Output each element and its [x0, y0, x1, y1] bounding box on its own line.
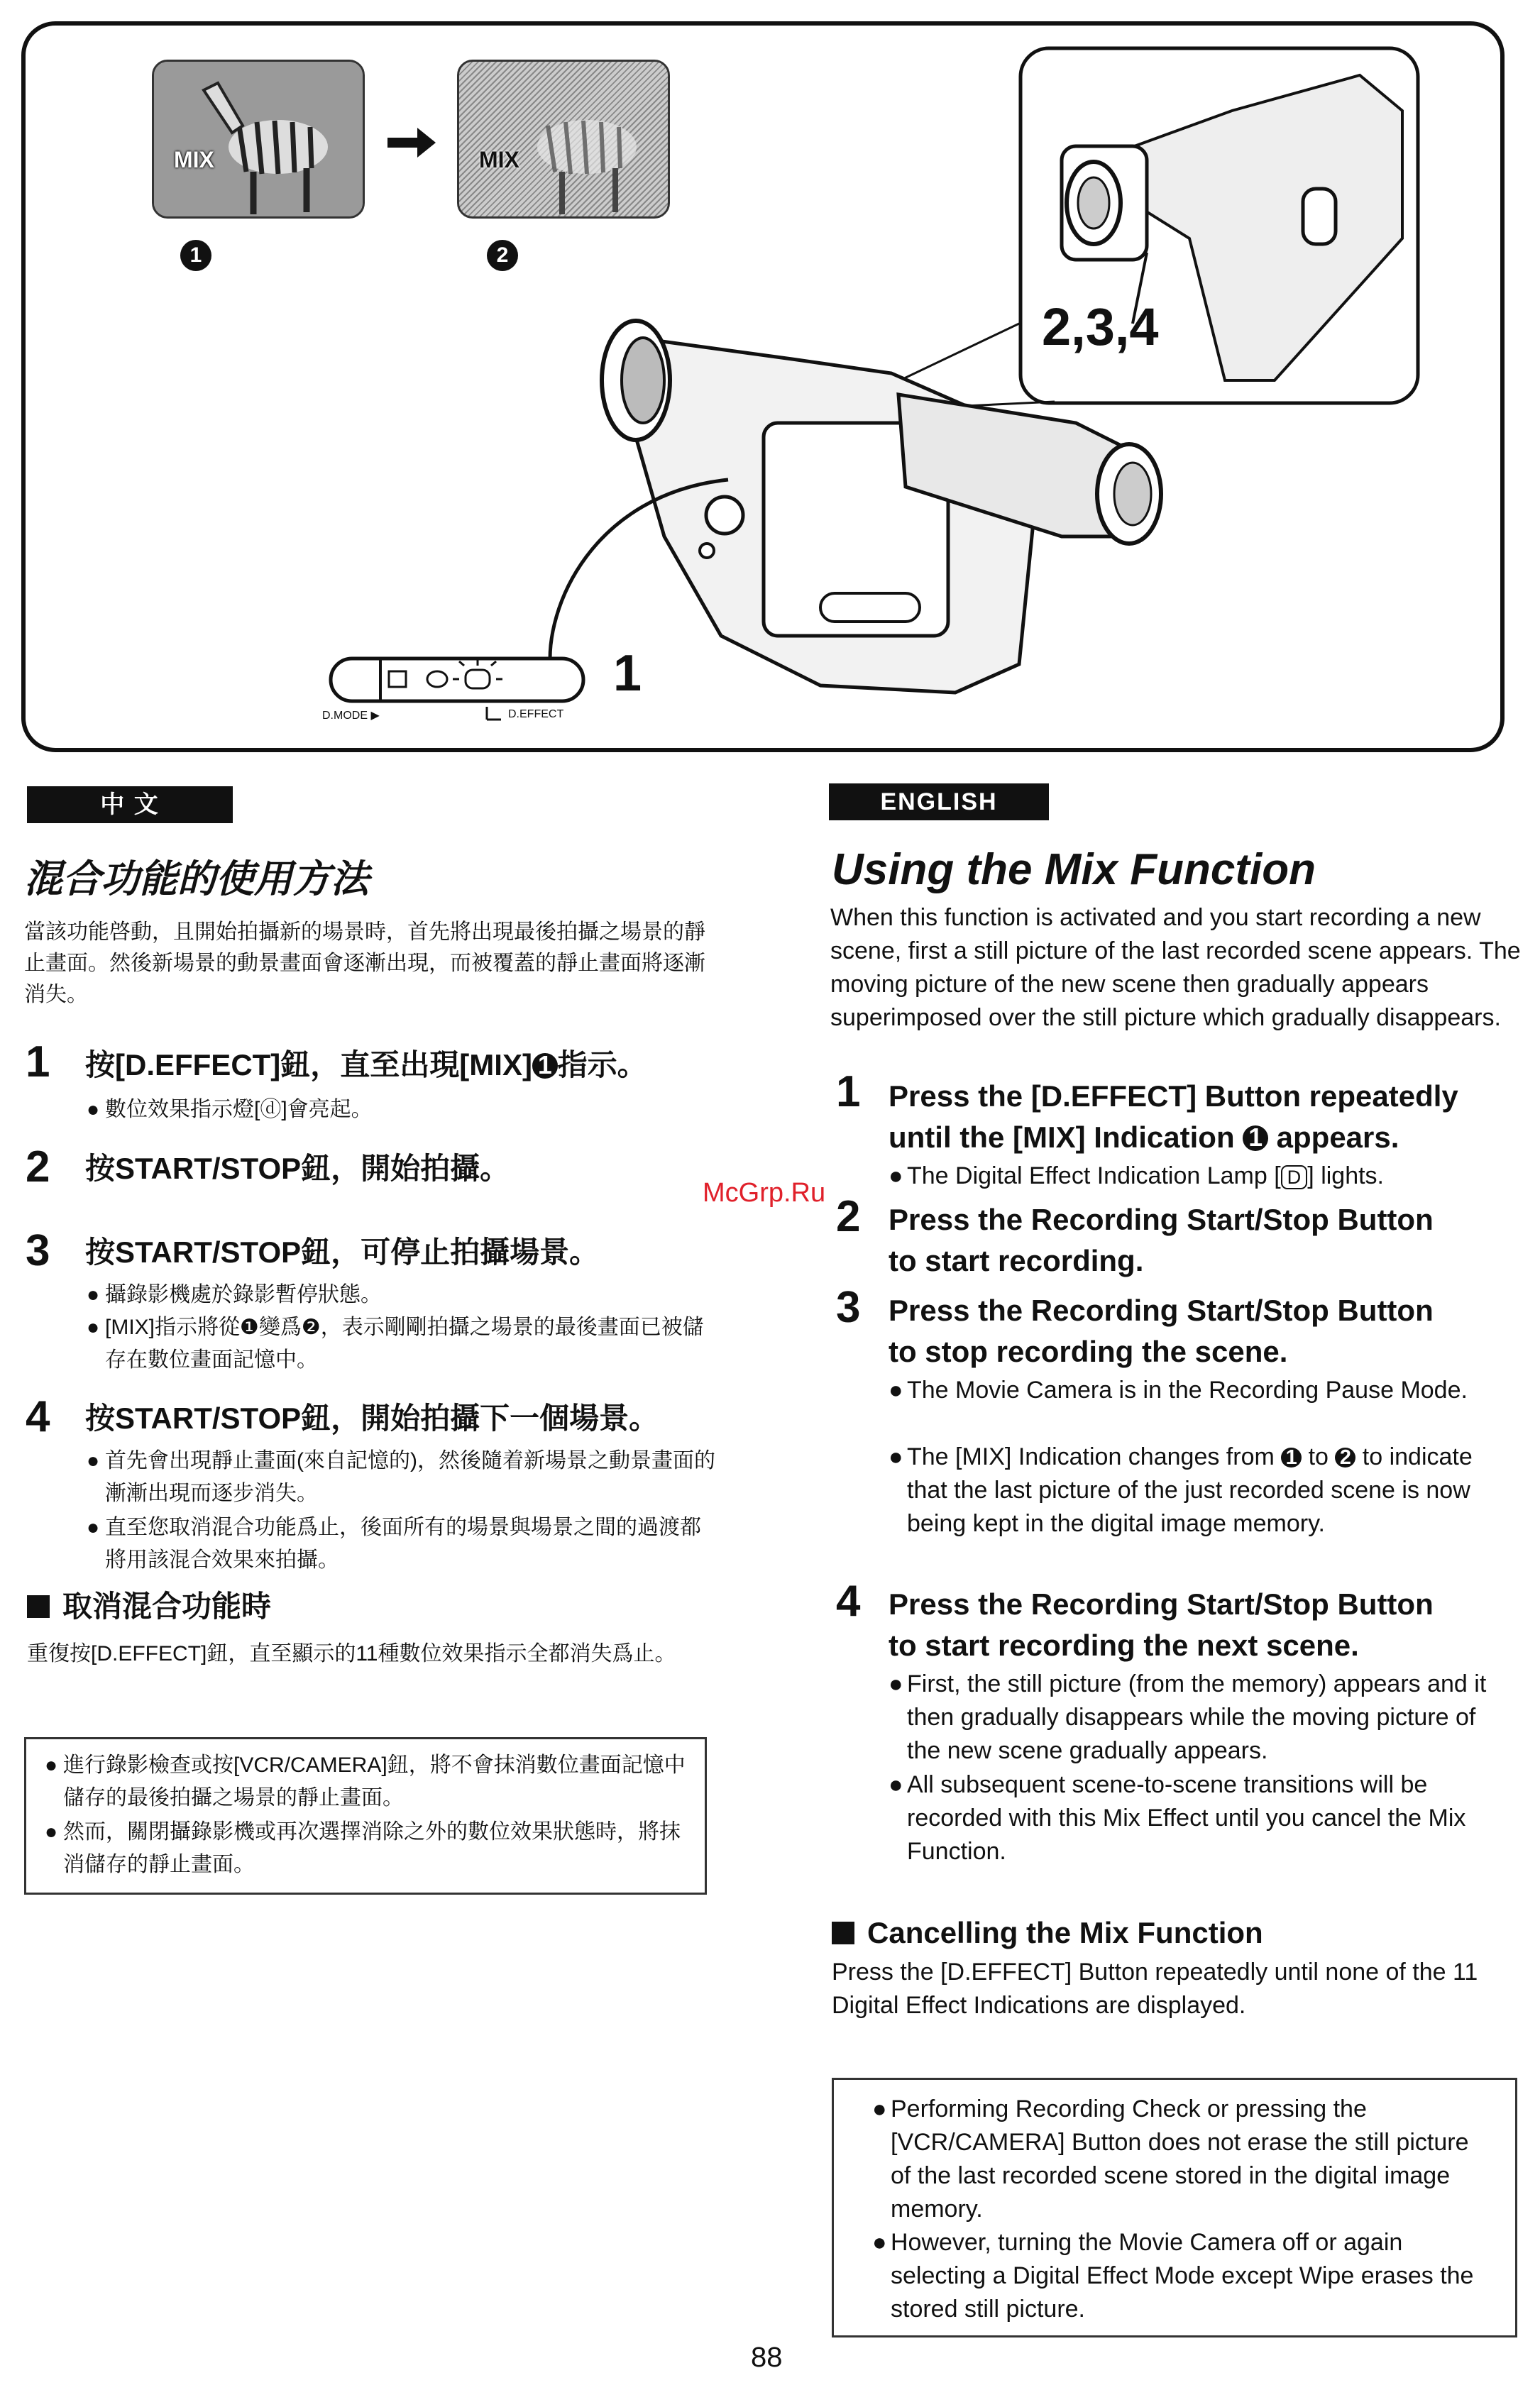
chinese-note-2: ● 然而，關閉攝錄影機或再次選擇消除之外的數位效果狀態時，將抹消儲存的靜止畫面。: [45, 1820, 681, 1876]
chinese-note-1: ● 進行錄影檢查或按[VCR/CAMERA]鈕，將不會抹消數位畫面記憶中儲存的最後拍攝之場景的靜止畫面。: [45, 1753, 686, 1810]
chinese-step-4-number: 4: [26, 1392, 50, 1441]
page-number: 88: [751, 2342, 783, 2373]
english-cancel-title: Cancelling the Mix Function: [832, 1915, 1263, 1951]
chinese-cancel-text: 重復按[D.EFFECT]鈕，直至顯示的11種數位效果指示全都消失爲止。: [27, 1642, 676, 1665]
marker-2-badge: 2: [487, 240, 518, 271]
watermark-text: McGrp.Ru: [703, 1178, 826, 1208]
chinese-step-2-text: 按START/STOP鈕，開始拍攝。: [85, 1152, 510, 1185]
camcorder-illustration: [26, 26, 1500, 748]
marker-1-badge: 1: [180, 240, 211, 271]
english-intro: When this function is activated and you start recording a new scene, first a still picture of the last recorded scene appears. The moving picture of the new scene then gradually appears superimposed over the still picture which gradually disappears.: [830, 904, 1521, 1031]
english-note-1: ● Performing Recording Check or pressing the [VCR/CAMERA] Button does not erase the still picture of the last recorded scene stored in the digital image memory.: [872, 2096, 1469, 2223]
english-step-1-number: 1: [836, 1067, 861, 1116]
marker-1-badge: 1: [532, 1053, 558, 1079]
chinese-step-3-bullet-2: ● [MIX]指示將從❶變爲❷，表示剛剛拍攝之場景的最後畫面已被儲存在數位畫面記憶中。: [87, 1316, 704, 1372]
marker-1-badge: 1: [1281, 1448, 1302, 1468]
chinese-step-4-text: 按START/STOP鈕，開始拍攝下一個場景。: [85, 1401, 659, 1435]
chinese-title: 混合功能的使用方法: [24, 858, 369, 901]
digital-effect-lamp-icon: D: [1281, 1165, 1308, 1189]
english-title: Using the Mix Function: [832, 845, 1316, 894]
d-effect-label: D.EFFECT: [508, 708, 564, 720]
marker-2-badge: 2: [1335, 1448, 1355, 1468]
chinese-step-2-number: 2: [26, 1142, 50, 1191]
english-step-1-text: Press the [D.EFFECT] Button repeatedly until the [MIX] Indication 1 appears.: [889, 1079, 1458, 1154]
chinese-step-1-text: 按[D.EFFECT]鈕，直至出現[MIX] 1 指示。: [85, 1048, 647, 1081]
english-step-4-bullet-1: ● First, the still picture (from the memory) appears and it then gradually disappears while the moving picture of the new scene gradually appears.: [889, 1670, 1487, 1764]
chinese-notes-box: [24, 1737, 707, 1895]
mix-indicator-2: MIX: [479, 147, 519, 172]
english-step-2-text: Press the Recording Start/Stop Button to start recording.: [889, 1203, 1434, 1277]
chinese-section-header: 中 文: [27, 786, 233, 823]
step-1-label: 1: [613, 645, 642, 702]
mix-indicator-1: MIX: [174, 147, 214, 172]
english-step-2-number: 2: [836, 1192, 861, 1241]
english-step-3-number: 3: [836, 1283, 861, 1332]
english-note-2: ● However, turning the Movie Camera off or again selecting a Digital Effect Mode except Wipe erases the stored still picture.: [872, 2229, 1474, 2323]
english-step-1-bullet: ● The Digital Effect Indication Lamp [ D ] lights.: [889, 1162, 1385, 1189]
chinese-step-1-bullet: ● 數位效果指示燈[ⓓ]會亮起。: [87, 1098, 373, 1121]
d-mode-label: D.MODE ▶: [322, 710, 380, 722]
illustration-panel: [21, 21, 1505, 752]
chinese-step-4-bullet-2: ● 直至您取消混合功能爲止，後面所有的場景與場景之間的過渡都將用該混合效果來拍攝。: [87, 1516, 701, 1572]
english-notes-box: [832, 2078, 1517, 2337]
chinese-cancel-title: 取消混合功能時: [27, 1588, 271, 1625]
english-cancel-text: Press the [D.EFFECT] Button repeatedly until none of the 11 Digital Effect Indications are displayed.: [832, 1959, 1478, 2019]
chinese-step-4-bullet-1: ● 首先會出現靜止畫面(來自記憶的)，然後隨着新場景之動景畫面的漸漸出現而逐步消失。: [87, 1449, 715, 1505]
marker-1-badge: 1: [1243, 1125, 1268, 1151]
english-step-3-bullet-1: ● The Movie Camera is in the Recording Pause Mode.: [889, 1377, 1468, 1404]
chinese-intro: 當該功能啓動，且開始拍攝新的場景時，首先將出現最後拍攝之場景的靜止畫面。然後新場景的動景畫面會逐漸出現，而被覆蓋的靜止畫面將逐漸消失。: [24, 920, 705, 1006]
chinese-step-3-bullet-1: ● 攝錄影機處於錄影暫停狀態。: [87, 1283, 382, 1306]
english-step-3-bullet-2: ● The [MIX] Indication changes from 1 to 2 to indicate that the last picture of the just recorded scene is now being kept in the digital image memory.: [889, 1443, 1473, 1537]
english-step-3-text: Press the Recording Start/Stop Button to stop recording the scene.: [889, 1294, 1434, 1368]
english-step-4-number: 4: [836, 1577, 861, 1626]
chinese-step-3-text: 按START/STOP鈕，可停止拍攝場景。: [85, 1235, 600, 1269]
steps-2-3-4-label: 2,3,4: [1042, 297, 1159, 356]
english-step-4-text: Press the Recording Start/Stop Button to start recording the next scene.: [889, 1587, 1434, 1662]
chinese-step-3-number: 3: [26, 1226, 50, 1275]
chinese-step-1-number: 1: [26, 1037, 50, 1086]
english-step-4-bullet-2: ● All subsequent scene-to-scene transitions will be recorded with this Mix Effect until you cancel the Mix Function.: [889, 1771, 1466, 1865]
english-section-header: ENGLISH: [829, 783, 1049, 820]
